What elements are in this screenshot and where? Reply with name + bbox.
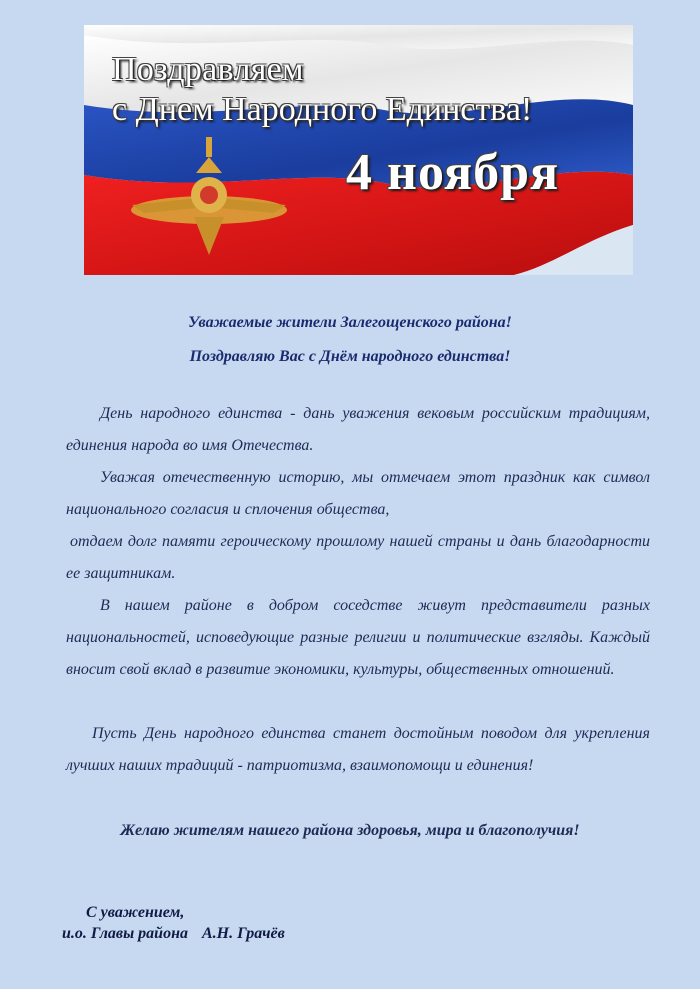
- letter-paragraph: В нашем районе в добром соседстве живут представители разных национальностей, исповедующие разные религии и политические взгляды. Каждый вносит свой вклад в развитие экономики, культуры, общественных отношений.: [66, 597, 650, 678]
- banner-greeting-line2: с Днем Народного Единства!: [112, 91, 533, 128]
- letter-wish: Желаю жителям нашего района здоровья, мира и благополучия!: [120, 822, 580, 839]
- letter-paragraph: День народного единства - дань уважения вековым российским традициям, единения народа во имя Отечества.: [66, 405, 650, 454]
- banner-date: 4 ноября: [346, 144, 560, 201]
- holiday-banner: [84, 25, 633, 275]
- letter-paragraph: Уважая отечественную историю, мы отмечаем этот праздник как символ национального согласия и сплочения общества,: [66, 469, 650, 518]
- letter-paragraph: отдаем долг памяти героическому прошлому нашей страны и дань благодарности ее защитникам.: [66, 533, 650, 582]
- signature-name: А.Н. Грачёв: [201, 925, 285, 942]
- letter-address: Уважаемые жители Залегощенского района!: [188, 314, 512, 331]
- signature-regards: С уважением,: [86, 904, 185, 921]
- signature-position: и.о. Главы района: [62, 925, 188, 942]
- banner-greeting-line1: Поздравляем: [112, 51, 304, 88]
- letter-congrats: Поздравляю Вас с Днём народного единства!: [189, 348, 511, 365]
- letter-paragraph: Пусть День народного единства станет достойным поводом для укрепления лучших наших традиций - патриотизма, взаимопомощи и единения!: [66, 725, 650, 774]
- signature-line: [62, 925, 285, 943]
